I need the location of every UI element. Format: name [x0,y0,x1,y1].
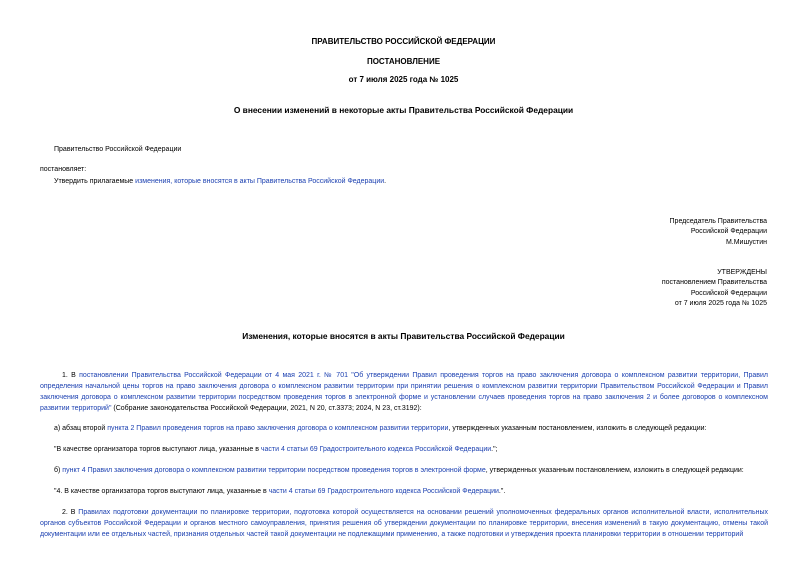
approved-title: УТВЕРЖДЕНЫ [717,269,767,276]
p1-link[interactable]: постановлении Правительства Российской Федерации от 4 мая 2021 г. № 701 "Об утверждении Правил проведения торгов на право заключения договора о комплексном развитии территории, Правил определения начальной цены торгов на право заключения договора о комплексном развитии территории при принятии решения о комплексном развитии территории Правительством Российской Федерации и Правил заключения договора о комплексном развитии территории посредством проведения торгов в электронной форме и установлении случаев проведения торгов на право заключения 2 и более договоров о комплексном развитии территорий" [40,372,768,412]
q1-suffix: ."; [491,446,498,453]
approved-block [567,269,767,309]
q1-link[interactable]: части 4 статьи 69 Градостроительного кодекса Российской Федерации [260,446,492,453]
approve-prefix: Утвердить прилагаемые [54,178,136,185]
q1-prefix: "В качестве организатора торгов выступают лица, указанные в [54,446,261,453]
document-date-number: от 7 июля 2025 года № 1025 [348,75,459,84]
signature-name: М.Мишустин [725,238,767,246]
approve-suffix: . [384,178,387,185]
preamble-resolves: постановляет: [40,166,87,173]
approved-federation: Российской Федерации [690,289,767,297]
pa-link[interactable]: пункта 2 Правил проведения торгов на право заключения договора о комплексном развитии территории [107,425,449,432]
p2-prefix: 2. В [62,509,79,516]
paragraph-2 [40,507,768,540]
pb-prefix: б) [54,467,63,474]
signature-federation: Российской Федерации [690,228,767,236]
pb-suffix: , утвержденных указанным постановлением, изложить в следующей редакции: [485,467,744,474]
document-title: О внесении изменений в некоторые акты Правительства Российской Федерации [233,105,574,115]
signature-block [567,218,767,247]
paragraph-b [54,465,768,476]
p2-link[interactable]: Правилах подготовки документации по планировке территории, подготовка которой осуществляется на основании решений уполномоченных федеральных органов исполнительной власти, исполнительных органов субъектов Российской Федерации и органов местного самоуправления, принятия решения об утверждении документации по планировке территории, внесения изменений в такую документацию, отмены такой документации или ее отдельных частей, признания отдельных частей такой документации не подлежащими применению, а также подготовки и утверждения проекта планировки территории в отношении территорий [40,509,768,538]
paragraph-1 [40,370,768,414]
document-type: ПОСТАНОВЛЕНИЕ [366,57,441,66]
quote-1 [54,444,768,455]
p1-suffix: (Собрание законодательства Российской Федерации, 2021, N 20, ст.3373; 2024, N 23, ст.3192): [111,405,422,412]
approve-paragraph [54,178,386,186]
approved-date: от 7 июля 2025 года № 1025 [674,300,767,308]
approve-link[interactable]: изменения, которые вносятся в акты Правительства Российской Федерации [135,178,385,185]
paragraph-a [54,423,768,434]
q2-suffix: .". [498,488,506,495]
q2-link[interactable]: части 4 статьи 69 Градостроительного кодекса Российской Федерации [268,488,499,495]
signature-position: Председатель Правительства [669,218,767,225]
q2-prefix: "4. В качестве организатора торгов выступают лица, указанные в [54,488,269,495]
pa-suffix: , утвержденных указанным постановлением, изложить в следующей редакции: [448,425,707,432]
p1-prefix: 1. В [62,372,80,379]
pb-link[interactable]: пункт 4 Правил заключения договора о комплексном развитии территории посредством проведения торгов в электронной форме [62,467,486,474]
changes-title: Изменения, которые вносятся в акты Правительства Российской Федерации [242,331,565,341]
approved-by: постановлением Правительства [661,279,767,287]
government-heading: ПРАВИТЕЛЬСТВО РОССИЙСКОЙ ФЕДЕРАЦИИ [311,37,496,46]
pa-prefix: а) абзац второй [54,425,108,432]
quote-2 [54,486,768,497]
preamble-government: Правительство Российской Федерации [54,146,182,153]
